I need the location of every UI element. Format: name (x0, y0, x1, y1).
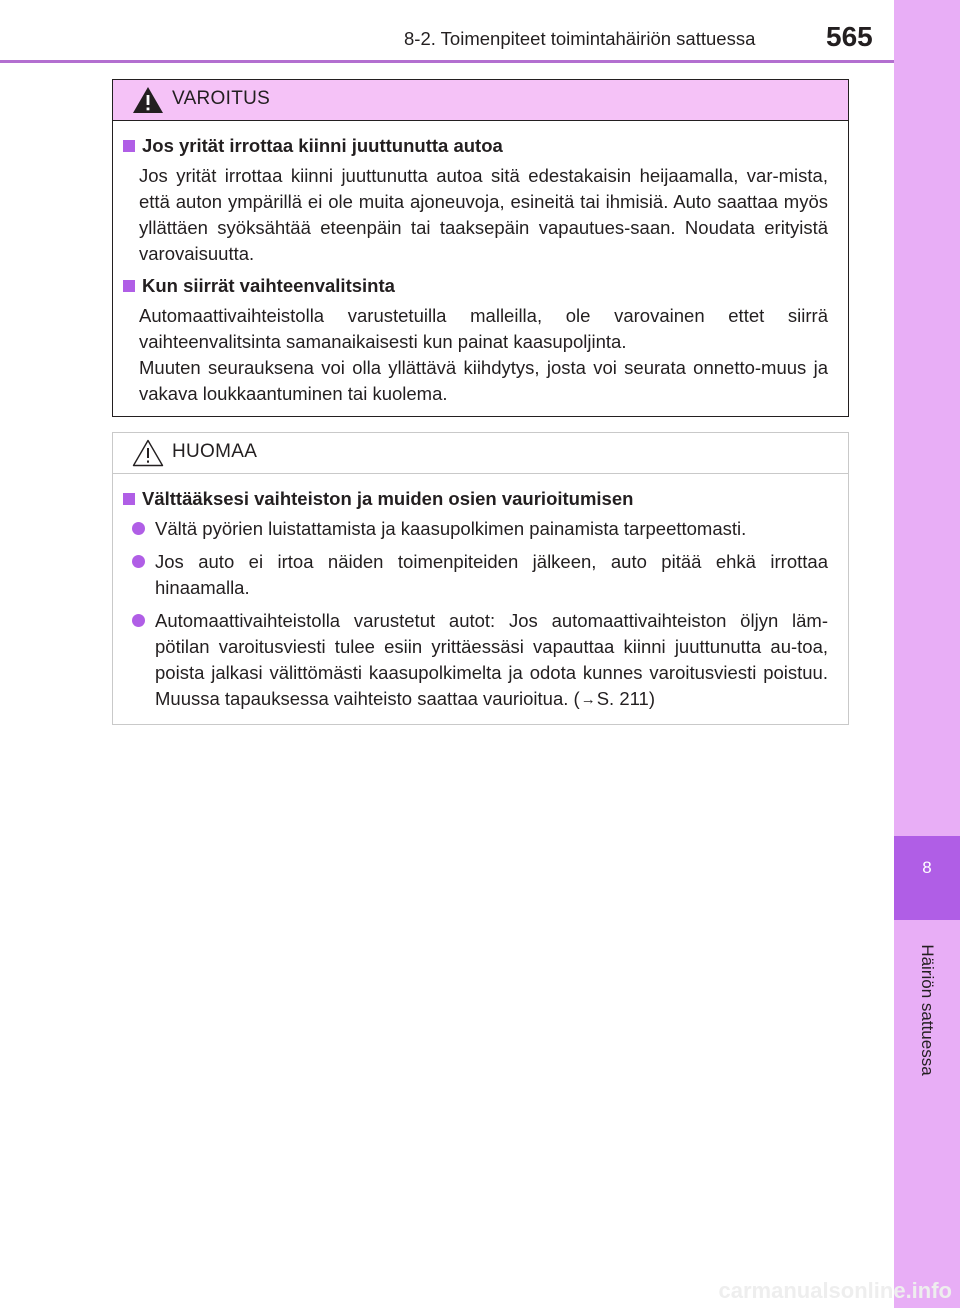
notice-item-text: Jos auto ei irtoa näiden toimenpiteiden jälkeen, auto pitää ehkä irrottaa hinaamalla. (155, 551, 828, 598)
chapter-number: 8 (922, 858, 932, 877)
warning-section-title-text: Kun siirrät vaihteenvalitsinta (142, 275, 395, 296)
caution-triangle-icon (131, 438, 165, 468)
warning-section-title (123, 135, 828, 157)
warning-box (112, 79, 849, 417)
chapter-title-text: Häiriön sattuessa (918, 944, 937, 1076)
round-bullet-icon (132, 522, 145, 535)
header-divider (0, 60, 894, 63)
notice-item-text: Vältä pyörien luistattamista ja kaasupolkimen painamista tarpeettomasti. (155, 518, 747, 539)
notice-section-title-text: Välttääksesi vaihteiston ja muiden osien vaurioitumisen (142, 488, 634, 509)
section-header-title: 8-2. Toimenpiteet toimintahäiriön sattuessa (404, 28, 756, 49)
warning-paragraph: Muuten seurauksena voi olla yllättävä kiihdytys, josta voi seurata onnetto-muus ja vakava loukkaantuminen tai kuolema. (139, 357, 828, 404)
notice-list-item (132, 549, 828, 601)
warning-section (123, 275, 828, 407)
page-number: 565 (826, 21, 873, 52)
reference-arrow-icon: → (580, 691, 596, 708)
notice-item-text-wrap (155, 608, 828, 714)
square-bullet-icon (123, 493, 135, 505)
notice-item-text: Automaattivaihteistolla varustetut autot: Jos automaattivaihteiston öljyn läm-pötilan varoitusviesti tulee esiin yrittäessäsi vapauttaa kiinni juuttunutta au-toa, poista jalkasi välittömästi kaasupolkimelta ja odota kunnes varoitusviesti poistuu. Muussa tapauksessa vaihteisto saattaa vaurioitua. ( (155, 610, 828, 709)
warning-section (123, 135, 828, 267)
warning-body (113, 121, 848, 407)
warning-section-title-text: Jos yrität irrottaa kiinni juuttunutta autoa (142, 135, 503, 156)
square-bullet-icon (123, 140, 135, 152)
warning-triangle-icon (131, 85, 165, 115)
notice-box (112, 432, 849, 725)
notice-list-item (132, 608, 828, 714)
notice-list-item (132, 516, 828, 542)
warning-paragraph: Jos yrität irrottaa kiinni juuttunutta autoa sitä edestakaisin heijaamalla, var-mista, että auton ympärillä ei ole muita ajoneuvoja, esineitä tai ihmisiä. Auto saattaa myös yllättäen syöksähtää eteenpäin tai taaksepäin vapautues-saan. Noudata erityistä varovaisuutta. (139, 165, 828, 264)
notice-section-title (123, 488, 828, 510)
warning-section-title (123, 275, 828, 297)
warning-label: VAROITUS (172, 88, 271, 109)
chapter-tab-active[interactable] (894, 836, 960, 920)
round-bullet-icon (132, 614, 145, 627)
round-bullet-icon (132, 555, 145, 568)
notice-header (113, 433, 848, 474)
warning-header (113, 80, 848, 121)
page-reference-link[interactable]: S. 211) (596, 688, 655, 709)
chapter-side-tab (894, 0, 960, 1308)
chapter-title (912, 930, 942, 1090)
notice-body (113, 474, 848, 714)
square-bullet-icon (123, 280, 135, 292)
watermark: carmanualsonline.info (718, 1278, 952, 1303)
warning-paragraph: Automaattivaihteistolla varustetuilla malleilla, ole varovainen ettet siirrä vaihteenvalitsinta samanaikaisesti kun painat kaasupoljinta. (139, 305, 828, 352)
notice-label: HUOMAA (172, 441, 258, 462)
